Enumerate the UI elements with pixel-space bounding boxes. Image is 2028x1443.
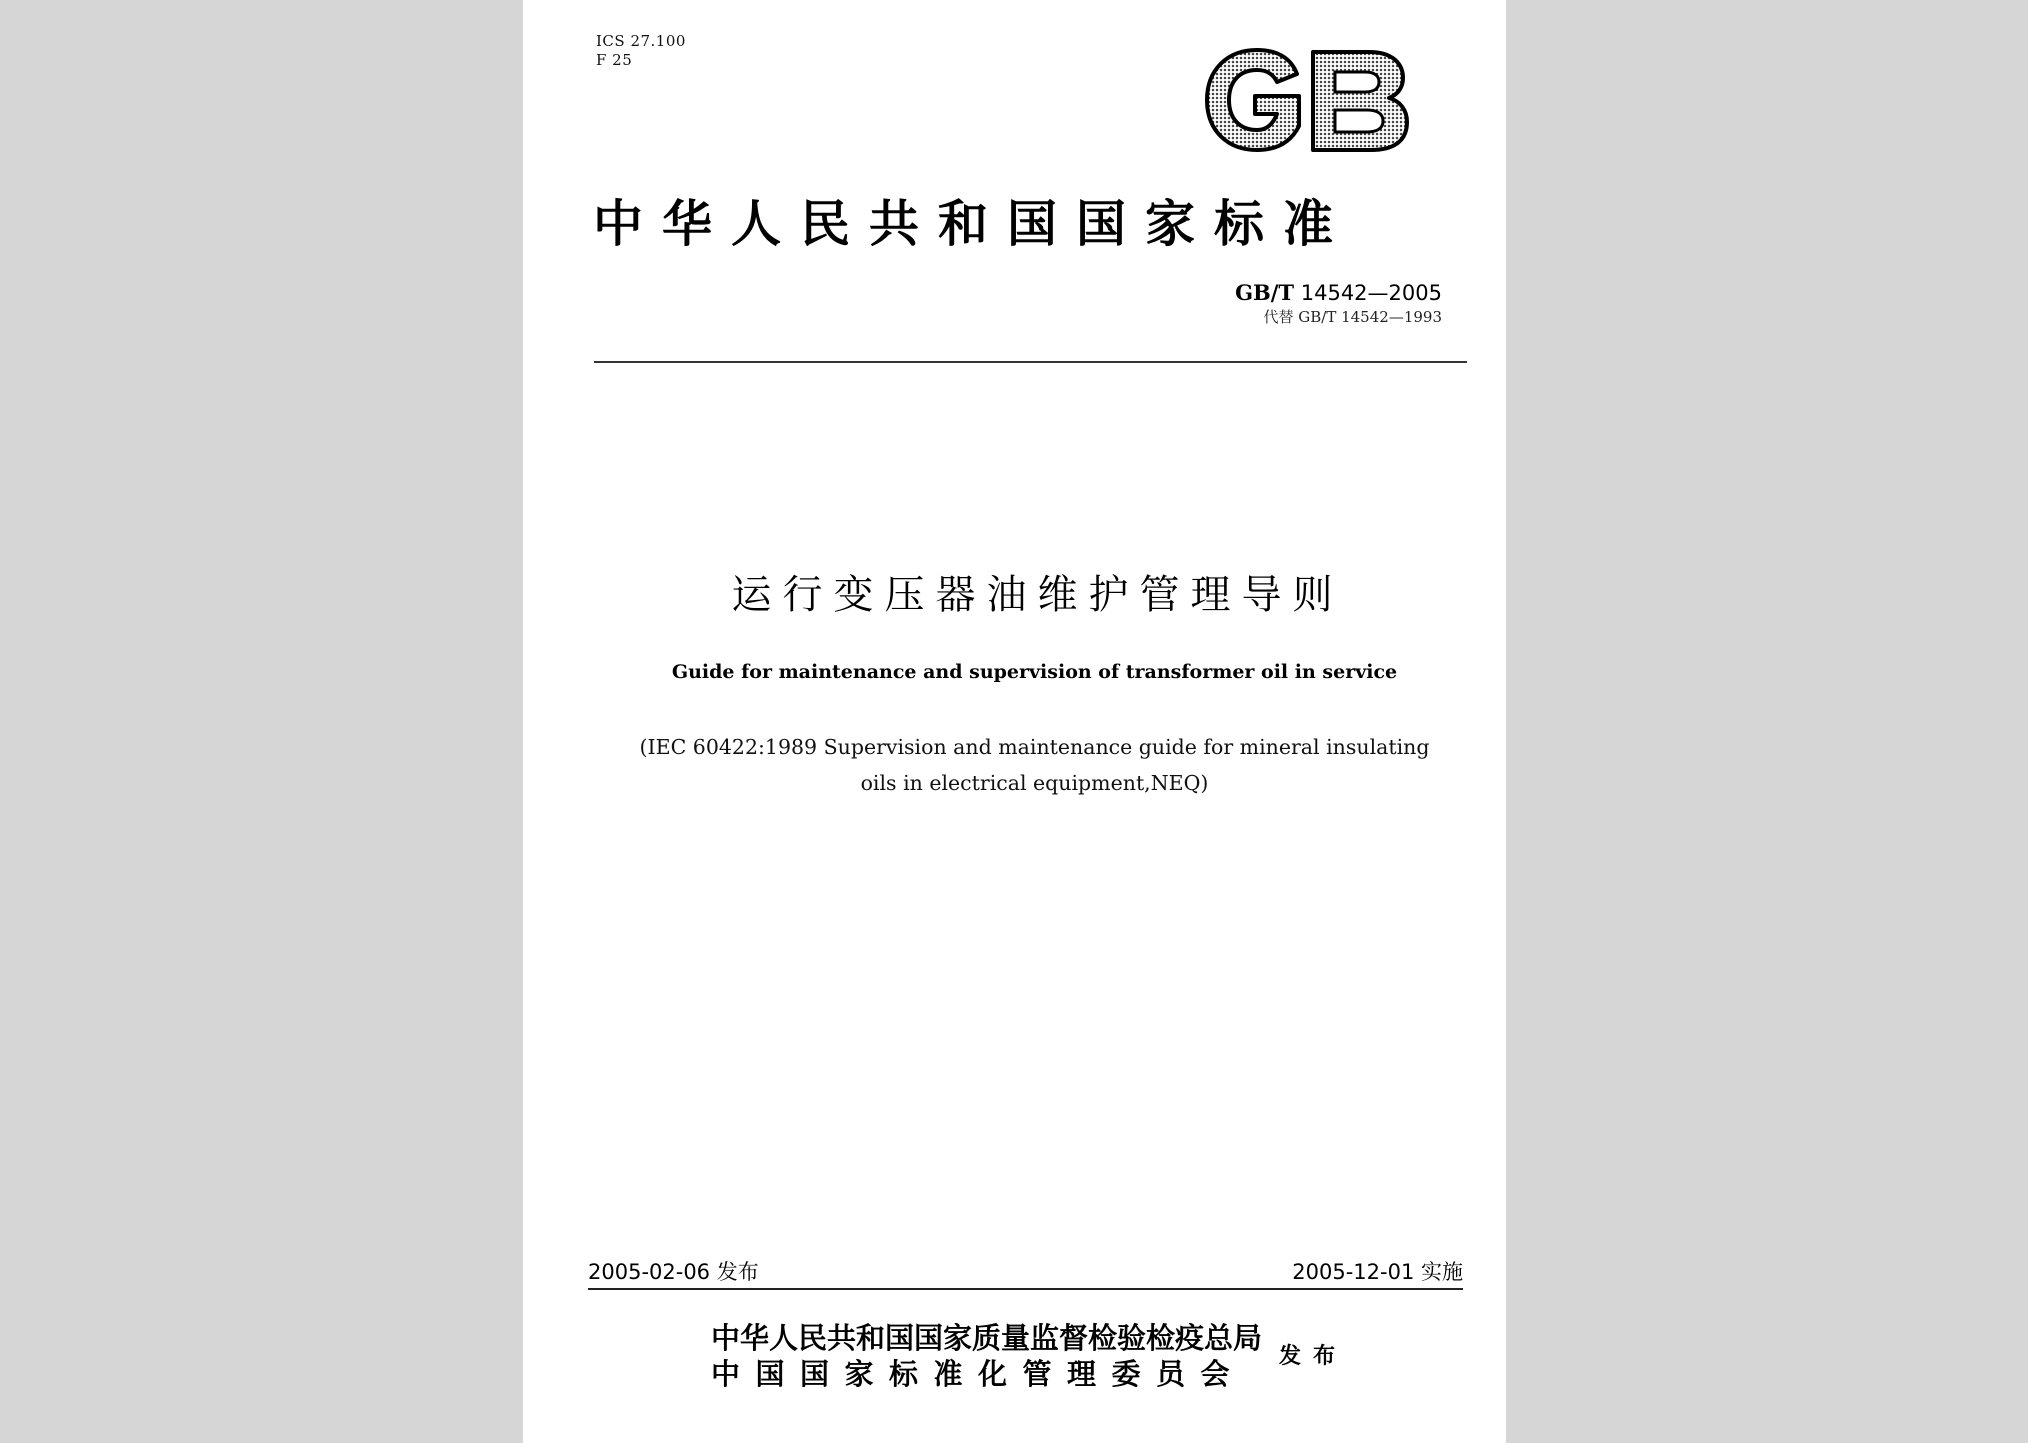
chinese-title: 运行变压器油维护管理导则: [731, 572, 1344, 618]
footer-divider: [588, 1288, 1463, 1290]
gb-logo: [1199, 44, 1411, 156]
english-title: Guide for maintenance and supervision of transformer oil in service: [671, 661, 1398, 683]
standard-number: [1235, 280, 1442, 305]
ccs-code: F 25: [596, 51, 633, 69]
standard-category-title: 中华人民共和国国家标准: [593, 194, 1352, 253]
replaces-standard: 代替 GB/T 14542—1993: [1263, 308, 1442, 326]
document-page: [523, 0, 1506, 1443]
adoption-note: [523, 729, 1506, 801]
implementation-date: 2005-12-01 实施: [1292, 1260, 1463, 1284]
issue-date: 2005-02-06 发布: [588, 1260, 759, 1284]
adoption-note-line-1: (IEC 60422:1989 Supervision and maintenance guide for mineral insulating: [639, 735, 1430, 759]
adoption-note-line-2: oils in electrical equipment,NEQ): [860, 771, 1209, 795]
header-divider: [594, 361, 1467, 363]
standard-number-prefix: GB/T: [1235, 280, 1295, 305]
ics-code: ICS 27.100: [596, 32, 686, 50]
issuer-line-2: 中国国家标准化管理委员会: [711, 1357, 1246, 1391]
issuer-line-1: 中华人民共和国国家质量监督检验检疫总局: [711, 1321, 1263, 1355]
classification-codes: [596, 32, 686, 70]
standard-number-suffix: 14542—2005: [1294, 281, 1442, 305]
publish-label: 发布: [1279, 1343, 1348, 1369]
